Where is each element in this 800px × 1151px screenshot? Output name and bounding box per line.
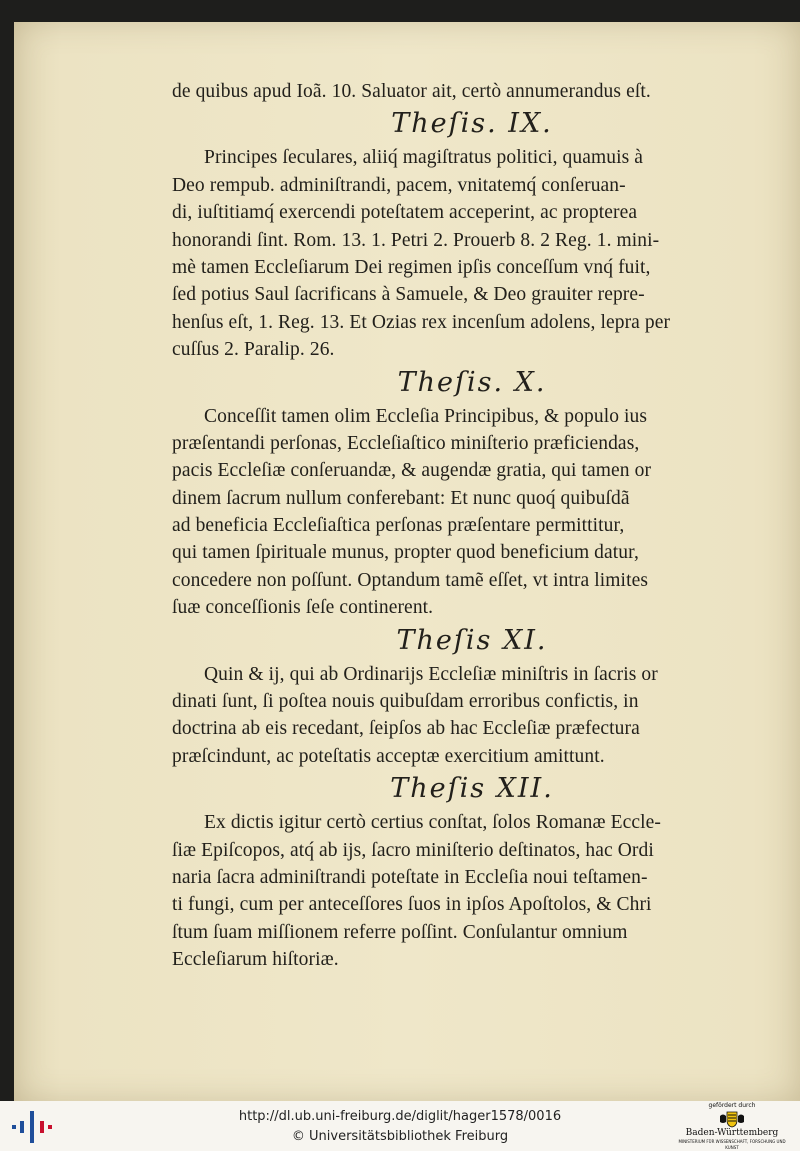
text-line: qui tamen ſpirituale munus, propter quod beneficium datur, <box>172 542 639 564</box>
text-line: præſcindunt, ac poteſtatis acceptæ exercitium amittunt. <box>172 745 605 767</box>
text-line: honorandi ſint. Rom. 13. 1. Petri 2. Prouerb 8. 2 Reg. 1. mini- <box>172 229 660 251</box>
thesis-heading: Theſis. X. <box>397 366 547 398</box>
text-line: Principes ſeculares, aliiq́ magiſtratus politici, quamuis à <box>204 147 644 169</box>
sponsor-label: gefördert durch <box>708 1102 756 1109</box>
text-line: ſed potius Saul ſacrificans à Samuele, & Deo grauiter repre- <box>172 284 645 306</box>
text-line: ſuæ conceſſionis ſeſe continerent. <box>172 597 434 619</box>
text-line: henſus eſt, 1. Reg. 13. Et Ozias rex incenſum adolens, lepra per <box>172 311 671 333</box>
text-line: naria ſacra adminiſtrandi poteſtate in Eccleſia noui teſtamen- <box>172 866 648 888</box>
text-line: cuſſus 2. Paralip. 26. <box>172 339 335 361</box>
permalink-url[interactable]: http://dl.ub.uni-freiburg.de/diglit/hager1578/0016 <box>238 1109 562 1124</box>
thesis-heading: Theſis XI. <box>396 624 548 656</box>
text-line: di, iuſtitiamq́ exercendi poteſtatem acceperint, ac propterea <box>172 202 638 224</box>
text-line: dinati ſunt, ſi poſtea nouis quibuſdam erroribus confictis, in <box>172 691 639 713</box>
text-line: præſentandi perſonas, Eccleſiaſtico miniſterio præficiendas, <box>172 432 640 454</box>
text-line: Quin & ij, qui ab Ordinarijs Eccleſiæ miniſtris in ſacris or <box>204 663 658 685</box>
text-line: ſiæ Epiſcopos, atq́ ab ijs, ſacro miniſterio deſtinatos, hac Ordi <box>172 839 654 861</box>
viewer-footer <box>0 1101 800 1151</box>
sponsor-name: Baden-Württemberg <box>685 1128 779 1138</box>
thesis-heading: Theſis. IX. <box>391 108 553 140</box>
document-text <box>172 78 772 974</box>
text-line: doctrina ab eis recedant, ſeipſos ab hac Eccleſiæ præfectura <box>172 718 640 740</box>
text-line: ti fungi, cum per anteceſſores ſuos in ipſos Apoſtolos, & Chri <box>172 894 652 916</box>
text-line: ſtum ſuam miſſionem referre poſſint. Conſulantur omnium <box>172 921 628 943</box>
text-line: Eccleſiarum hiſtoriæ. <box>172 949 339 971</box>
text-line: mè tamen Eccleſiarum Dei regimen ipſis conceſſum vnq́ fuit, <box>172 256 651 278</box>
baden-wuerttemberg-crest-icon <box>718 1110 746 1128</box>
sponsor-block <box>672 1101 792 1151</box>
text-line: ad beneficia Eccleſiaſtica perſonas præſentare permittitur, <box>172 515 625 537</box>
text-line: pacis Eccleſiæ conſeruandæ, & augendæ gratia, qui tamen or <box>172 460 652 482</box>
copyright-notice: © Universitätsbibliothek Freiburg <box>291 1129 509 1144</box>
text-line: de quibus apud Ioã. 10. Saluator ait, certò annumerandus eſt. <box>172 81 651 102</box>
text-line: Ex dictis igitur certò certius conſtat, ſolos Romanæ Eccle- <box>204 812 661 834</box>
sponsor-subtitle: MINISTERIUM FÜR WISSENSCHAFT, FORSCHUNG UND KUNST <box>678 1139 786 1150</box>
thesis-heading: Theſis XII. <box>390 773 554 805</box>
text-line: Deo rempub. adminiſtrandi, pacem, vnitatemq́ conſeruan- <box>172 174 626 196</box>
text-line: concedere non poſſunt. Optandum tamẽ eſſet, vt intra limites <box>172 569 649 591</box>
text-line: dinem ſacrum nullum conferebant: Et nunc quoq́ quibuſdã <box>172 487 630 509</box>
text-line: Conceſſit tamen olim Eccleſia Principibus, & populo ius <box>204 405 648 427</box>
